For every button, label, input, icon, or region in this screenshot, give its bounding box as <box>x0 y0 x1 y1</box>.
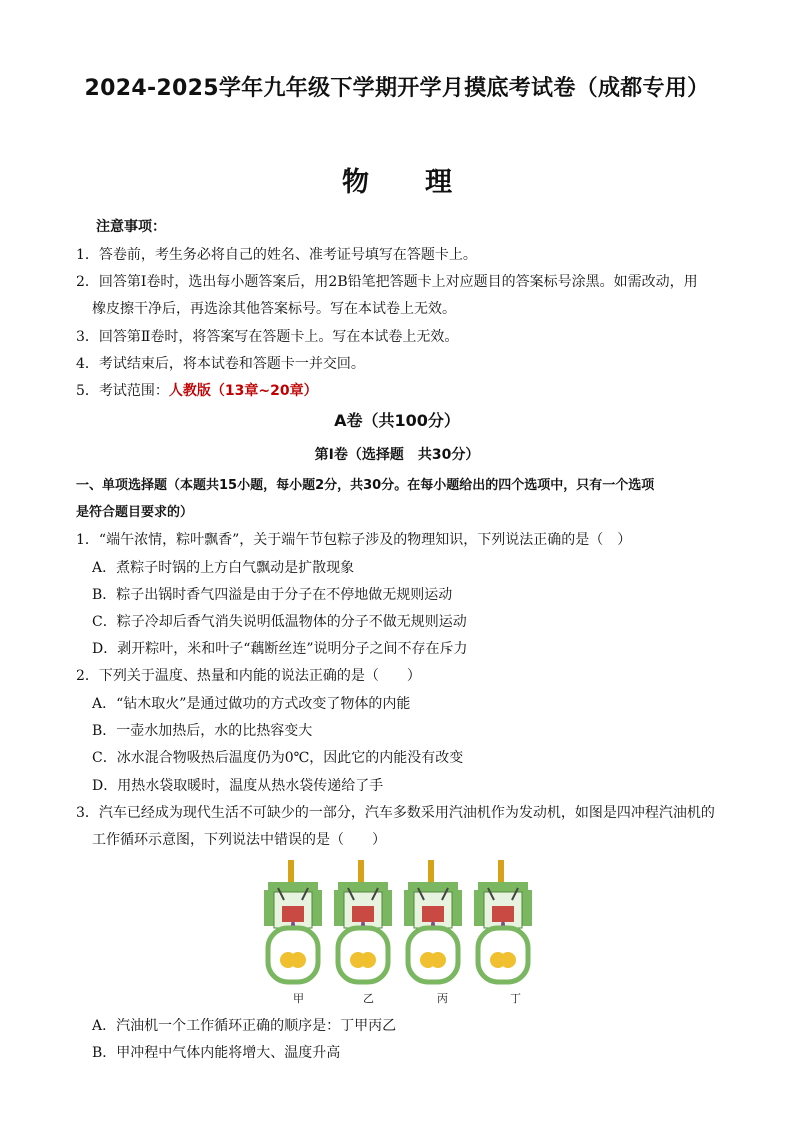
engine-diagram <box>264 860 322 982</box>
question-stem: 1．“端午浓情，粽叶飘香”，关于端午节包粽子涉及的物理知识，下列说法正确的是（ ） <box>76 532 632 548</box>
figure-label-bing: 丙 <box>437 992 448 1005</box>
scope-label: 5．考试范围： <box>76 383 169 399</box>
note-item: 2．回答第Ⅰ卷时，选出每小题答案后，用2B铅笔把答题卡上对应题目的答案标号涂黑。如需改动，用 <box>76 274 698 290</box>
engine-diagram <box>404 860 462 982</box>
question-option: A．“钻木取火”是通过做功的方式改变了物体的内能 <box>92 696 411 712</box>
question-option: C．粽子冷却后香气消失说明低温物体的分子不做无规则运动 <box>92 614 467 630</box>
figure-label-ding: 丁 <box>510 992 521 1005</box>
scope-value: 人教版（13章~20章） <box>168 383 318 399</box>
figure-label-jia: 甲 <box>293 992 304 1005</box>
question-option: B．甲冲程中气体内能将增大、温度升高 <box>92 1045 341 1061</box>
question-stem-cont: 工作循环示意图，下列说法中错误的是（ ） <box>92 832 386 848</box>
subject-char-2: 理 <box>425 167 452 198</box>
question-option: C．冰水混合物吸热后温度仍为0℃，因此它的内能没有改变 <box>92 750 464 766</box>
question-option: A．汽油机一个工作循环正确的顺序是：丁甲丙乙 <box>92 1018 397 1034</box>
section-a-title: A卷（共100分） <box>334 411 460 430</box>
subject-title <box>0 160 794 199</box>
question-option: D．剥开粽叶，米和叶子“藕断丝连”说明分子之间不存在斥力 <box>92 641 468 657</box>
note-item: 1．答卷前，考生务必将自己的姓名、准考证号填写在答题卡上。 <box>76 247 477 263</box>
engine-cycle-figure <box>258 860 534 1005</box>
question-stem: 2．下列关于温度、热量和内能的说法正确的是（ ） <box>76 668 421 684</box>
figure-label-yi: 乙 <box>363 992 374 1005</box>
question-option: B．一壶水加热后，水的比热容变大 <box>92 723 313 739</box>
note-item: 橡皮擦干净后，再选涂其他答案标号。写在本试卷上无效。 <box>92 301 456 317</box>
question-stem: 3．汽车已经成为现代生活不可缺少的一部分，汽车多数采用汽油机作为发动机，如图是四冲程汽油机的 <box>76 805 715 821</box>
exam-title: 2024-2025学年九年级下学期开学月摸底考试卷（成都专用） <box>84 76 710 101</box>
note-item-scope <box>76 381 318 401</box>
question-option: A．煮粽子时锅的上方白气飘动是扩散现象 <box>92 560 355 576</box>
question-option: D．用热水袋取暖时，温度从热水袋传递给了手 <box>92 778 384 794</box>
engine-diagram <box>474 860 532 982</box>
subject-char-1: 物 <box>342 167 369 198</box>
engine-diagram <box>334 860 392 982</box>
part1-title: 第Ⅰ卷（选择题 共30分） <box>314 447 480 463</box>
instructions-line2: 是符合题目要求的） <box>76 505 194 520</box>
question-option: B．粽子出锅时香气四溢是由于分子在不停地做无规则运动 <box>92 587 453 603</box>
instructions-line1: 一、单项选择题（本题共15小题，每小题2分，共30分。在每小题给出的四个选项中，只有一个选项 <box>76 478 655 493</box>
notes-heading: 注意事项： <box>96 219 166 235</box>
note-item: 4．考试结束后，将本试卷和答题卡一并交回。 <box>76 356 365 372</box>
note-item: 3．回答第Ⅱ卷时，将答案写在答题卡上。写在本试卷上无效。 <box>76 329 459 345</box>
